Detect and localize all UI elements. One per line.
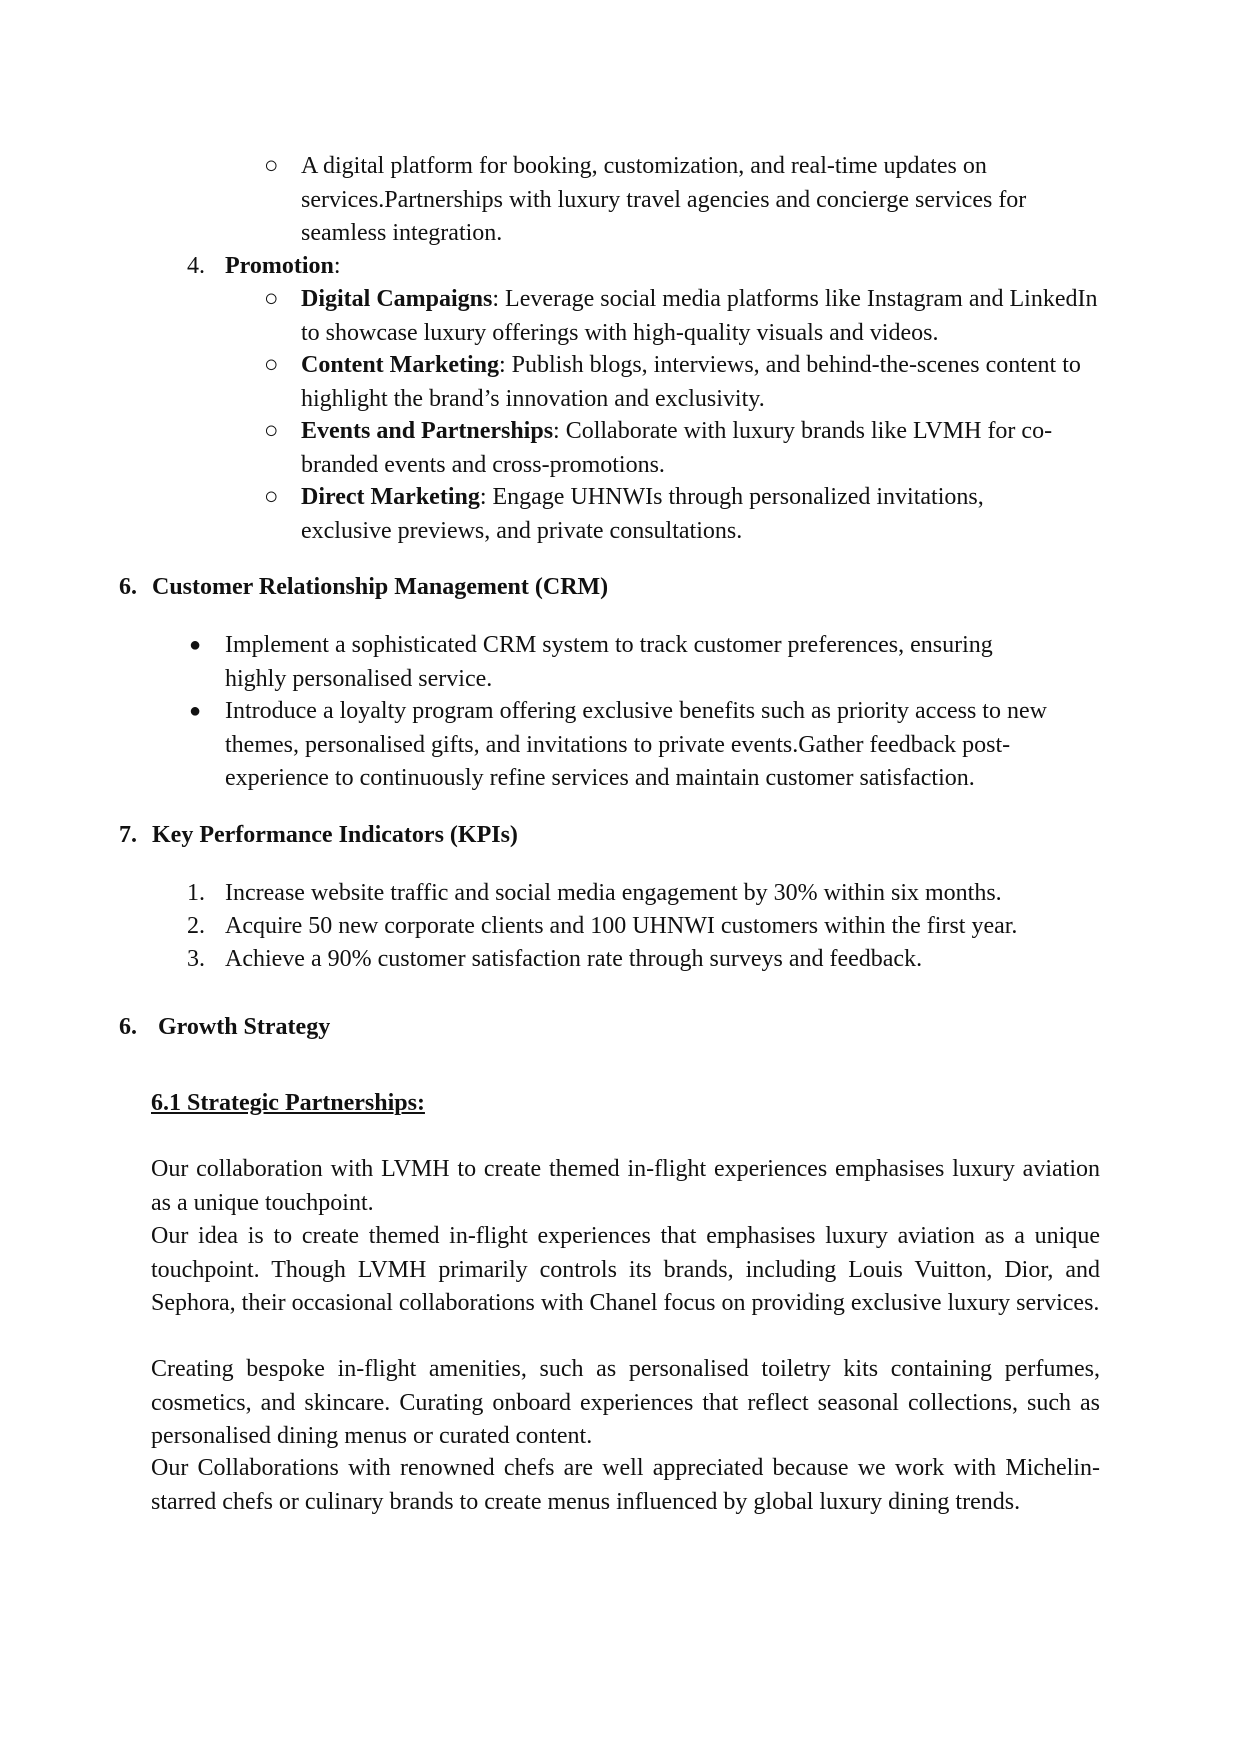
item-label: Digital Campaigns xyxy=(301,286,493,312)
kpis-title-row xyxy=(152,819,518,853)
paragraph: Our collaboration with LVMH to create themed in-flight experiences emphasises luxury aviation as a unique touchpoint. xyxy=(151,1156,1100,1216)
paragraph: Our idea is to create themed in-flight experiences that emphasises luxury aviation as a unique touchpoint. Though LVMH primarily controls its brands, including Louis Vuitton, Dior, and Sephora, their occasional collaborations with Chanel focus on providing exclusive luxury services. xyxy=(151,1223,1100,1316)
paragraph: Creating bespoke in-flight amenities, such as personalised toiletry kits containing perfumes, cosmetics, and skincare. Curating onboard experiences that reflect seasonal collections, such as personalised dining menus or curated content. xyxy=(151,1356,1100,1449)
section-number: 6. xyxy=(119,1014,137,1040)
bullet-marker: ○ xyxy=(264,153,279,179)
growth-title-row xyxy=(158,1011,330,1045)
item-description: : Engage UHNWIs through personalized invitations, exclusive previews, and private consultations. xyxy=(301,484,984,544)
list-item-text: Increase website traffic and social media engagement by 30% within six months. xyxy=(225,880,1002,906)
subsection-heading: 6.1 Strategic Partnerships: xyxy=(151,1090,425,1116)
bullet-text: A digital platform for booking, customization, and real-time updates on services.Partnerships with luxury travel agencies and concierge services for seamless integration. xyxy=(301,153,1027,246)
growth-heading xyxy=(119,1011,137,1045)
bullet-marker: ○ xyxy=(264,418,279,444)
item-description: : Collaborate with luxury brands like LVMH for co-branded events and cross-promotions. xyxy=(301,418,1053,478)
bullet-marker: ● xyxy=(189,634,202,656)
promotion-title-row xyxy=(225,250,341,284)
section-title: Key Performance Indicators (KPIs) xyxy=(152,822,518,848)
list-number: 3. xyxy=(187,946,205,972)
bullet-marker: ● xyxy=(189,700,202,722)
list-item-text xyxy=(301,349,1101,416)
list-number: 2. xyxy=(187,913,205,939)
section-title: Customer Relationship Management (CRM) xyxy=(152,574,609,600)
section-number: 7. xyxy=(119,822,137,848)
promotion-heading xyxy=(187,250,205,284)
list-number: 1. xyxy=(187,880,205,906)
bullet-marker: ○ xyxy=(264,352,279,378)
promotion-title: Promotion xyxy=(225,253,334,279)
list-item-text xyxy=(301,283,1101,350)
item-label: Events and Partnerships xyxy=(301,418,554,444)
item-label: Content Marketing xyxy=(301,352,499,378)
promotion-number: 4. xyxy=(187,253,205,279)
section-title: Growth Strategy xyxy=(158,1014,331,1040)
crm-heading xyxy=(119,571,137,605)
bullet-marker: ○ xyxy=(264,484,279,510)
list-item-text: Acquire 50 new corporate clients and 100 UHNWI customers within the first year. xyxy=(225,913,1018,939)
list-item-text xyxy=(301,415,1071,482)
paragraph: Our Collaborations with renowned chefs are well appreciated because we work with Michelin-starred chefs or culinary brands to create menus influenced by global luxury dining trends. xyxy=(151,1455,1100,1515)
section-number: 6. xyxy=(119,574,137,600)
list-item-text: Achieve a 90% customer satisfaction rate through surveys and feedback. xyxy=(225,946,923,972)
kpis-heading xyxy=(119,819,137,853)
item-description: : Leverage social media platforms like Instagram and LinkedIn to showcase luxury offerings with high-quality visuals and videos. xyxy=(301,286,1098,346)
list-item-text xyxy=(301,481,1071,548)
item-label: Direct Marketing xyxy=(301,484,480,510)
bullet-marker: ○ xyxy=(264,286,279,312)
promotion-colon: : xyxy=(333,253,341,279)
crm-title-row xyxy=(152,571,608,605)
list-item-text: Introduce a loyalty program offering exclusive benefits such as priority access to new themes, personalised gifts, and invitations to private events.Gather feedback post-experience to continuously refine services and maintain customer satisfaction. xyxy=(225,698,1047,791)
list-item-text: Implement a sophisticated CRM system to track customer preferences, ensuring highly personalised service. xyxy=(225,632,993,692)
item-description: : Publish blogs, interviews, and behind-the-scenes content to highlight the brand’s innovation and exclusivity. xyxy=(301,352,1081,412)
